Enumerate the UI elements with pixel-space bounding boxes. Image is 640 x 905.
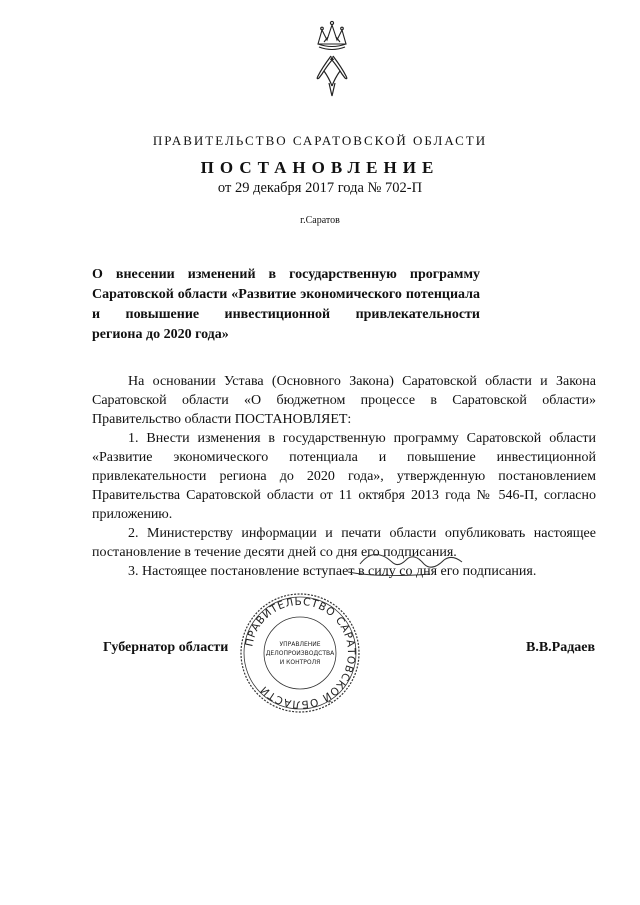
title-line: региона до 2020 года» [92, 327, 229, 342]
signatory-name: В.В.Радаев [526, 640, 596, 655]
stamp-inner-line: УПРАВЛЕНИЕ [279, 641, 321, 648]
title-line: Саратовской области «Развитие экономического потенциала [92, 287, 480, 302]
document-title [92, 265, 480, 345]
body-line: 1. Внести изменения в государственную программу Саратовской области [128, 431, 596, 446]
document-type: ПОСТАНОВЛЕНИЕ [200, 158, 440, 177]
body-line: «Развитие экономического потенциала и повышение инвестиционной [92, 450, 596, 465]
body-line: привлекательности региона до 2020 года», утвержденную постановлением [92, 469, 596, 484]
stamp-inner-line: ДЕЛОПРОИЗВОДСТВА [265, 650, 335, 657]
document-city: г.Саратов [300, 215, 340, 226]
official-stamp [238, 591, 362, 715]
stamp-inner-line: И КОНТРОЛЯ [279, 659, 321, 666]
body-line: На основании Устава (Основного Закона) Саратовской области и Закона [128, 374, 596, 389]
title-line: и повышение инвестиционной привлекательности [92, 307, 480, 322]
body-line: Правительства Саратовской области от 11 октября 2013 года № 546-П, согласно [92, 488, 596, 503]
body-line: 3. Настоящее постановление вступает в силу со дня его подписания. [128, 564, 537, 579]
document-date-number: от 29 декабря 2017 года № 702-П [217, 180, 423, 196]
body-line: Саратовской области «О бюджетном процессе в Саратовской области» [92, 393, 596, 408]
title-line: О внесении изменений в государственную программу [92, 267, 480, 282]
coat-of-arms-emblem [300, 16, 364, 106]
body-line: 2. Министерству информации и печати области опубликовать настоящее [128, 526, 596, 541]
government-name: ПРАВИТЕЛЬСТВО САРАТОВСКОЙ ОБЛАСТИ [152, 133, 488, 148]
body-line: постановление в течение десяти дней со дня его подписания. [92, 545, 457, 560]
body-line: Правительство области ПОСТАНОВЛЯЕТ: [92, 412, 352, 427]
handwritten-signature [340, 538, 490, 588]
body-line: приложению. [92, 507, 173, 522]
stamp-outer-text: ПРАВИТЕЛЬСТВО САРАТОВСКОЙ ОБЛАСТИ [243, 595, 358, 711]
signatory-position: Губернатор области [103, 640, 229, 655]
